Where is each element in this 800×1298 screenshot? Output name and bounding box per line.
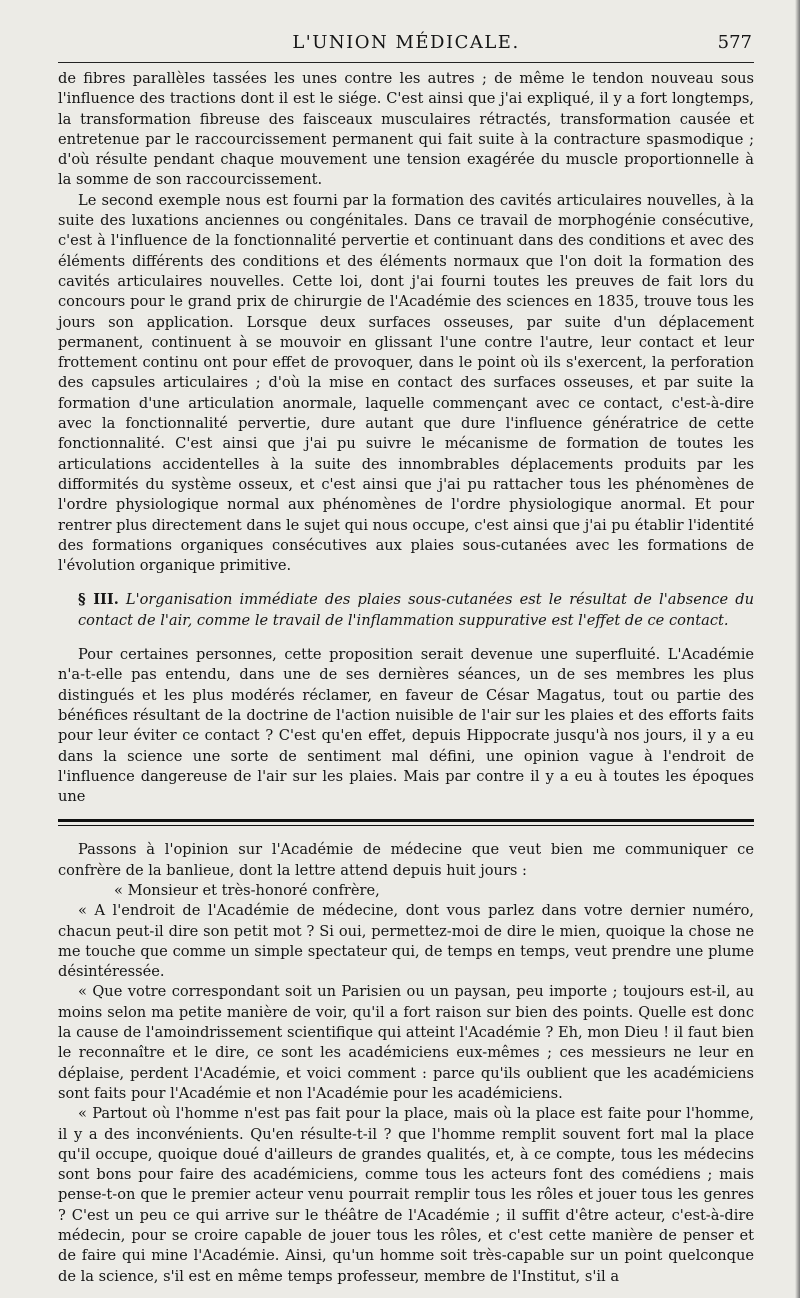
page-number: 577 bbox=[717, 32, 752, 53]
section-title: L'organisation immédiate des plaies sous-cutanées est le résultat de l'absence du contact de l'air, comme le travail de l'inflammation suppurative est l'effet de ce contact. bbox=[78, 591, 754, 629]
letter-paragraph-2: « Que votre correspondant soit un Parisien ou un paysan, peu importe ; toujours est-il, au moins selon ma petite manière de voir, qu'il a fort raison sur bien des points. Quelle est donc la cause de l'amoindrissement scientifique qui atteint l'Académie ? Eh, mon Dieu ! il faut bien le reconnaître et le dire, ce sont les académiciens eux-mêmes ; ces messieurs ne leur en déplaise, perdent l'Académie, et voici comment : parce qu'ils oublient que les académiciens sont faits pour l'Académie et non l'Académie pour les académiciens. bbox=[58, 983, 754, 1102]
paragraph-section-body: Pour certaines personnes, cette proposition serait devenue une superfluité. L'Académie n'a-t-elle pas entendu, dans une de ses dernières séances, un de ses membres les plus distingués et les plus modérés réclamer, en faveur de César Magatus, tout ou partie des bénéfices résultant de la doctrine de l'action nuisible de l'air sur les plaies et des efforts faits pour leur éviter ce contact ? C'est qu'en effet, depuis Hippocrate jusqu'à nos jours, il y a eu dans la science une sorte de sentiment mal défini, une opinion vague à l'endroit de l'influence dangereuse de l'air sur les plaies. Mais par contre il y a eu à toutes les époques une bbox=[58, 646, 754, 806]
article-upper-section bbox=[58, 69, 754, 807]
paragraph-second-example: Le second exemple nous est fourni par la formation des cavités articulaires nouvelles, à la suite des luxations anciennes ou congénitales. Dans ce travail de morphogénie consécutive, c'est à l'influence de la fonctionnalité pervertie et continuant dans des conditions et avec des éléments différents des conditions et des éléments normaux que l'on doit la formation des cavités articulaires nouvelles. Cette loi, dont j'ai fourni toutes les preuves de fait lors du concours pour le grand prix de chirurgie de l'Académie des sciences en 1835, trouve tous les jours son application. Lorsque deux surfaces osseuses, par suite d'un déplacement permanent, continuent à se mouvoir en glissant l'une contre l'autre, leur contact et leur frottement continu ont pour effet de provoquer, dans le point où ils s'exercent, la perforation des capsules articulaires ; d'où la mise en contact des surfaces osseuses, et par suite la formation d'une articulation anormale, laquelle commençant avec ce contact, c'est-à-dire avec la fonctionnalité pervertie, dure autant que dure l'influence génératrice de cette fonctionnalité. C'est ainsi que j'ai pu suivre le mécanisme de formation de toutes les articulations accidentelles à la suite des innombrables déplacements produits par les difformités du système osseux, et c'est ainsi que j'ai pu rattacher tous les phénomènes de l'ordre physiologique normal aux phénomènes de l'ordre physiologique anormal. Et pour rentrer plus directement dans le sujet qui nous occupe, c'est ainsi que j'ai pu établir l'identité des formations organiques consécutives aux plaies sous-cutanées avec les formations de l'évolution organique primitive. bbox=[58, 191, 754, 575]
running-head bbox=[58, 26, 754, 63]
section-heading bbox=[58, 590, 754, 631]
letter-paragraph-1: « A l'endroit de l'Académie de médecine, dont vous parlez dans votre dernier numéro, chacun peut-il dire son petit mot ? Si oui, permettez-moi de dire le mien, quoique la chose ne me touche que comme un simple spectateur qui, de temps en temps, veut prendre une plume désintéressée. bbox=[58, 902, 754, 981]
section-number: § III. bbox=[78, 591, 119, 609]
letter-paragraph-3: « Partout où l'homme n'est pas fait pour la place, mais où la place est faite pour l'homme, il y a des inconvénients. Qu'en résulte-t-il ? que l'homme remplit souvent fort mal la place qu'il occupe, quoique doué d'ailleurs de grandes qualités, et, à ce compte, tous les médecins sont bons pour faire des académiciens, comme tous les acteurs font des comédiens ; mais pense-t-on que le premier acteur venu pourrait remplir tous les rôles et jouer tous les genres ? C'est un peu ce qui arrive sur le théâtre de l'Académie ; il suffit d'être acteur, c'est-à-dire médecin, pour se croire capable de jouer tous les rôles, et c'est cette manière de penser et de faire qui mine l'Académie. Ainsi, qu'un homme soit très-capable sur un point quelconque de la science, s'il est en même temps professeur, membre de l'Institut, s'il a bbox=[58, 1105, 754, 1285]
running-title: L'UNION MÉDICALE. bbox=[292, 32, 520, 53]
paragraph-continuation: de fibres parallèles tassées les unes contre les autres ; de même le tendon nouveau sous l'influence des tractions dont il est le siége. C'est ainsi que j'ai expliqué, il y a fort longtemps, la transformation fibreuse des faisceaux musculaires rétractés, transformation causée et entretenue par le raccourcissement permanent qui fait suite à la contracture spasmodique ; d'où résulte pendant chaque mouvement une tension exagérée du muscle proportionnelle à la somme de son raccourcissement. bbox=[58, 70, 754, 189]
feuilleton-section bbox=[58, 840, 754, 1287]
separator-rule-thin bbox=[58, 825, 754, 826]
separator-rule-thick bbox=[58, 819, 754, 822]
feuilleton-intro: Passons à l'opinion sur l'Académie de médecine que veut bien me communiquer ce confrère de la banlieue, dont la lettre attend depuis huit jours : bbox=[58, 841, 754, 879]
letter-salutation: « Monsieur et très-honoré confrère, bbox=[114, 881, 380, 899]
page-edge-shadow bbox=[795, 0, 800, 1298]
